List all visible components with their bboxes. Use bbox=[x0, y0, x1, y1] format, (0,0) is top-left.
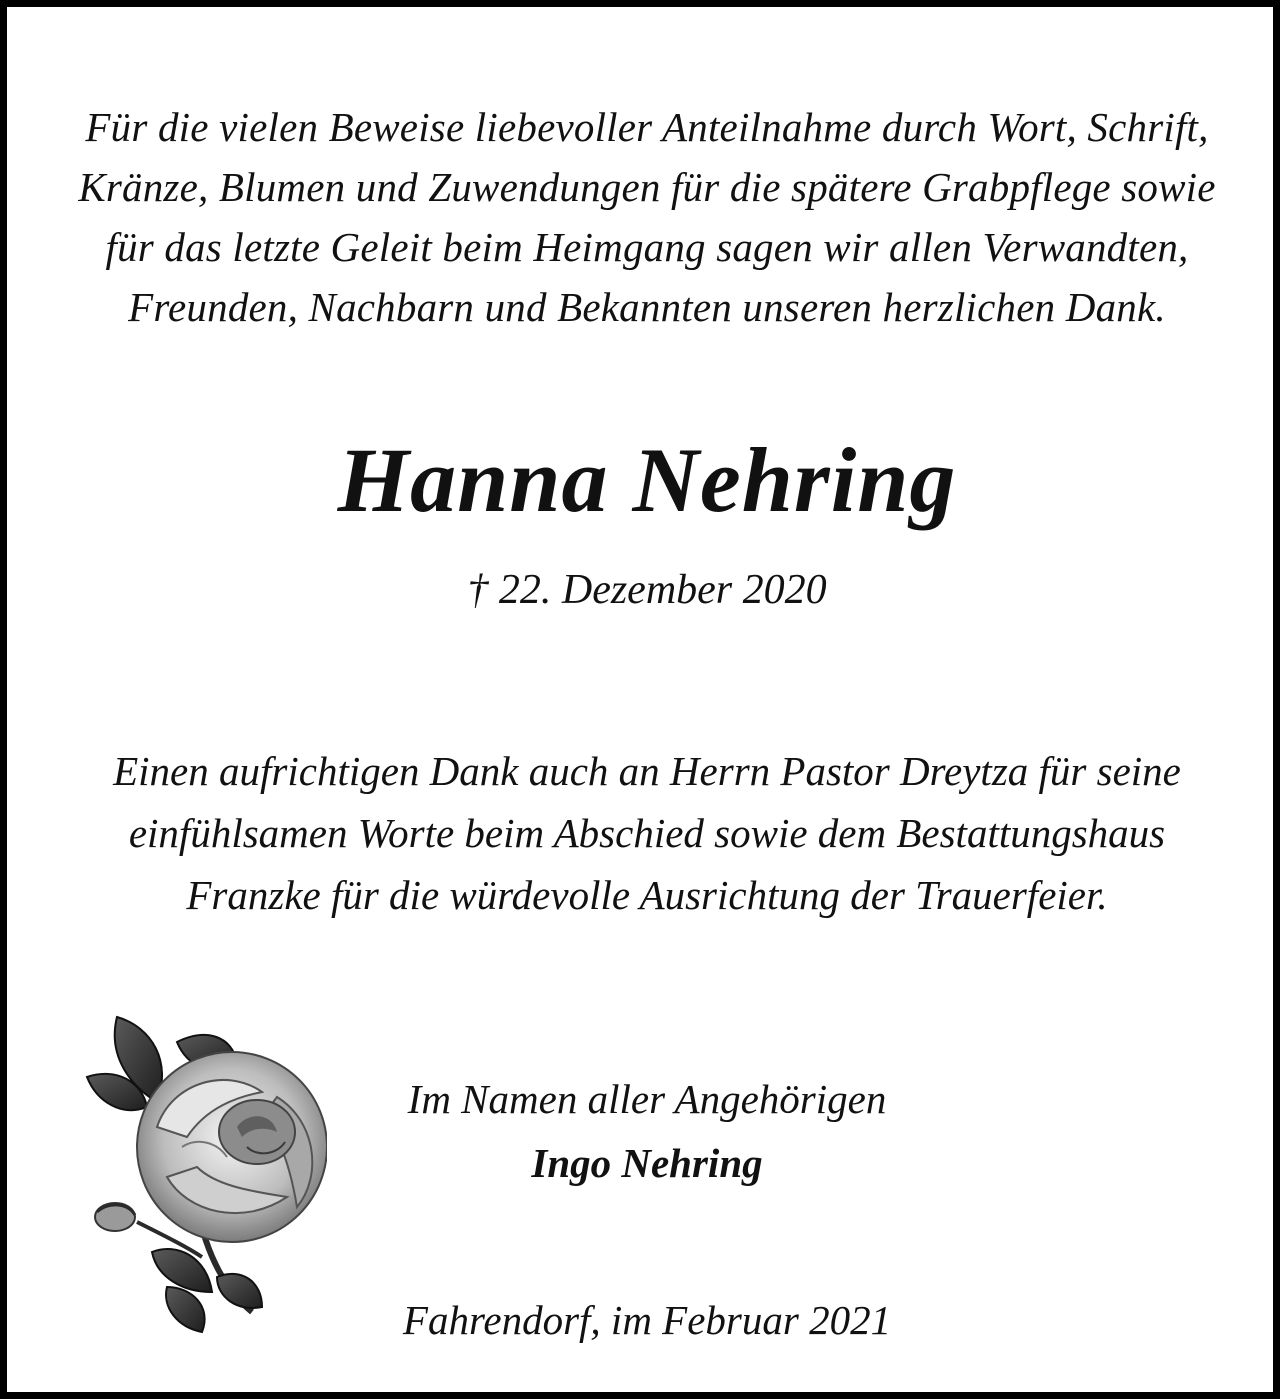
deceased-name: Hanna Nehring bbox=[337, 429, 957, 531]
intro-line: Freunden, Nachbarn und Bekannten unseren herzlichen Dank. bbox=[128, 284, 1166, 330]
closing-paragraph bbox=[27, 740, 1267, 926]
signer-name: Ingo Nehring bbox=[531, 1140, 763, 1186]
closing-line: Franzke für die würdevolle Ausrichtung der Trauerfeier. bbox=[186, 872, 1108, 918]
intro-paragraph bbox=[27, 97, 1267, 337]
place-date: Fahrendorf, im Februar 2021 bbox=[402, 1297, 892, 1343]
intro-line: Für die vielen Beweise liebevoller Anteilnahme durch Wort, Schrift, bbox=[85, 104, 1209, 150]
intro-line: Kränze, Blumen und Zuwendungen für die spätere Grabpflege sowie bbox=[78, 164, 1216, 210]
closing-line: Einen aufrichtigen Dank auch an Herrn Pastor Dreytza für seine bbox=[113, 748, 1181, 794]
rose-icon bbox=[77, 1007, 327, 1337]
death-date: † 22. Dezember 2020 bbox=[467, 567, 827, 613]
relatives-caption: Im Namen aller Angehörigen bbox=[407, 1076, 887, 1122]
intro-line: für das letzte Geleit beim Heimgang sagen wir allen Verwandten, bbox=[105, 224, 1189, 270]
closing-line: einfühlsamen Worte beim Abschied sowie dem Bestattungshaus bbox=[128, 810, 1166, 856]
